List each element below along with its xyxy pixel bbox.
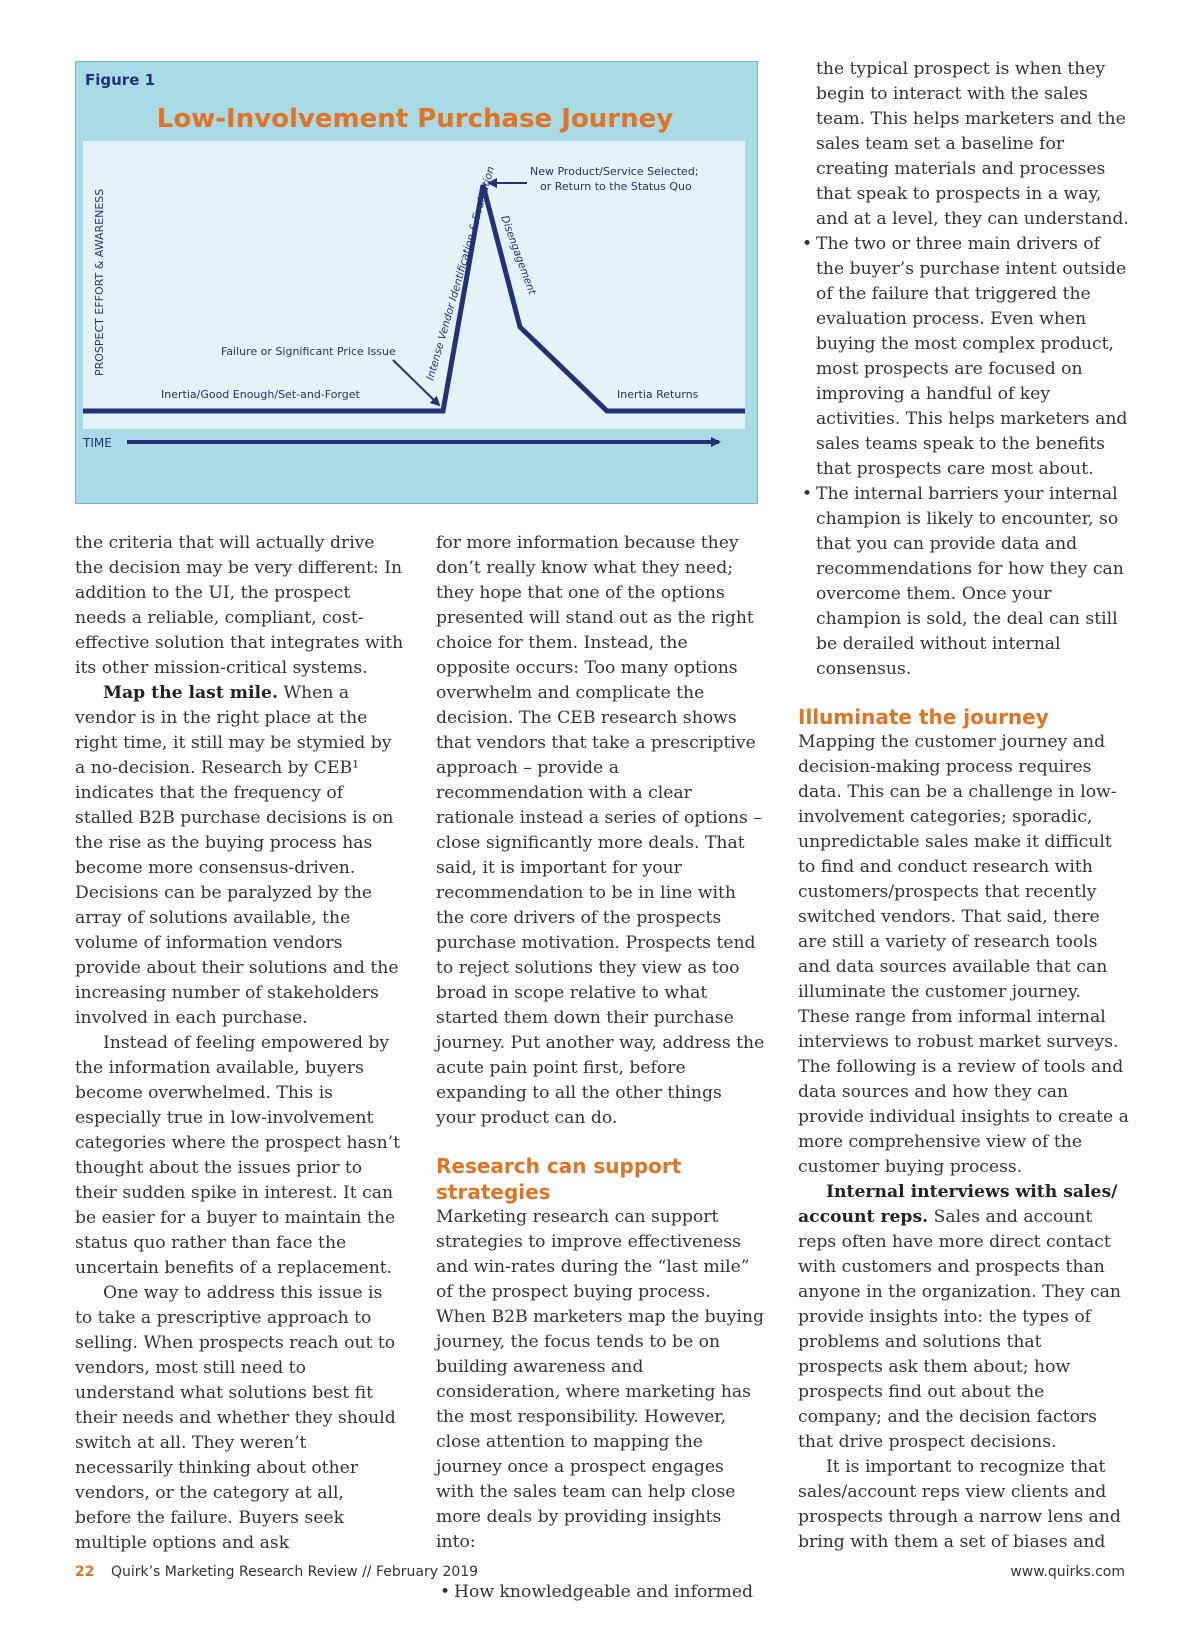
website-link[interactable]: www.quirks.com	[1010, 1564, 1125, 1580]
peak-annotation-2: or Return to the Status Quo	[540, 180, 692, 193]
end-annotation: Inertia Returns	[617, 388, 699, 401]
figure-label: Figure 1	[85, 71, 156, 89]
figure-title: Low-Involvement Purchase Journey	[156, 104, 674, 134]
bullet-internal-barriers: • The internal barriers your internal champion is likely to encounter, so that you can provide data and recommendations for how they can overcome them. Once your champion is sold, the deal can still be derailed without internal consensus.	[798, 482, 1130, 682]
page-footer	[75, 1564, 1125, 1588]
heading-research-strategies: Research can support strategies	[436, 1154, 682, 1204]
col1-paragraph-3: Instead of feeling empowered by the information available, buyers become overwhelmed. This is especially true in low-involvement categories where the prospect hasn’t thought about the issues prior to their sudden spike in interest. It can be easier for a buyer to maintain the status quo rather than face the uncertain benefits of a replacement.	[75, 1033, 401, 1278]
column-3	[798, 57, 1130, 1555]
page-number: 22	[75, 1564, 95, 1580]
col2-paragraph-1: for more information because they don’t really know what they need; they hope that one of the options presented will stand out as the right choice for them. Instead, the opposite occurs: Too many options overwhelm and complicate the decision. The CEB research shows that vendors that take a prescriptive approach – provide a recommendation with a clear rationale instead a series of options – close significantly more deals. That said, it is important for your recommendation to be in line with the core drivers of the prospects purchase motivation. Prospects tend to reject solutions they view as too broad in scope relative to what started them down their purchase journey. Put another way, address the acute pain point first, before expanding to all the other things your product can do.	[436, 533, 765, 1128]
col1-paragraph-2-body: When a vendor is in the right place at the right time, it still may be stymied by a no-decision. Research by CEB¹ indicates that the frequency of stalled B2B purchase decisions is on the rise as the buying process has become more consensus-driven. Decisions can be paralyzed by the array of solutions available, the volume of information vendors provide about their solutions and the increasing number of stakeholders involved in each purchase.	[75, 683, 399, 1028]
col3-continuation: the typical prospect is when they begin to interact with the sales team. This helps marketers and the sales team set a baseline for creating materials and processes that speak to prospects in a way, and at a level, they can understand.	[816, 59, 1129, 229]
figure-1	[75, 61, 758, 504]
col2-paragraph-2: Marketing research can support strategies to improve effectiveness and win-rates during the “last mile” of the prospect buying process. When B2B marketers map the buying journey, the focus tends to be on building awareness and consideration, where marketing has the most responsibility. However, close attention to mapping the journey once a prospect engages with the sales team can help close more deals by providing insights into:	[436, 1207, 764, 1552]
col3-paragraph-3: It is important to recognize that sales/account reps view clients and prospects through a narrow lens and bring with them a set of biases and	[798, 1457, 1121, 1552]
peak-annotation-1: New Product/Service Selected;	[530, 165, 699, 178]
col3-bullet-list	[798, 232, 1130, 682]
col1-paragraph-2	[75, 681, 405, 1031]
baseline-annotation: Inertia/Good Enough/Set-and-Forget	[161, 388, 360, 401]
internal-interviews-lead: Internal interviews with sales/ account reps.	[798, 1182, 1118, 1227]
y-axis-label: PROSPECT EFFORT & AWARENESS	[93, 188, 106, 376]
column-2	[436, 531, 766, 1605]
bullet-knowledgeable: • How knowledgeable and informed	[436, 1580, 766, 1605]
rise-annotation: Intense Vendor Identification & Evaluation	[424, 165, 498, 382]
column-1	[75, 531, 405, 1556]
col3-paragraph-1: Mapping the customer journey and decision-making process requires data. This can be a challenge in low-involvement categories; sporadic, unpredictable sales make it difficult to find and conduct research with customers/prospects that recently switched vendors. That said, there are still a variety of research tools and data sources available that can illuminate the customer journey. These range from informal internal interviews to robust market surveys. The following is a review of tools and data sources and how they can provide individual insights to create a more comprehensive view of the customer buying process.	[798, 732, 1129, 1177]
col1-paragraph-1: the criteria that will actually drive the decision may be very different: In addition to the UI, the prospect needs a reliable, compliant, cost-effective solution that integrates with its other mission-critical systems.	[75, 533, 404, 678]
fall-annotation: Disengagement	[498, 213, 538, 297]
map-last-mile-lead: Map the last mile.	[103, 683, 278, 703]
heading-illuminate-journey: Illuminate the journey	[798, 705, 1049, 729]
col1-paragraph-4: One way to address this issue is to take a prescriptive approach to selling. When prospects reach out to vendors, most still need to understand what solutions best fit their needs and whether they should switch at all. They weren’t necessarily thinking about other vendors, or the category at all, before the failure. Buyers seek multiple options and ask	[75, 1283, 396, 1553]
x-axis-label: TIME	[83, 436, 112, 450]
publication-line: Quirk’s Marketing Research Review // February 2019	[110, 1564, 479, 1580]
trigger-annotation: Failure or Significant Price Issue	[221, 345, 396, 358]
col3-paragraph-2	[798, 1180, 1130, 1455]
bullet-main-drivers: • The two or three main drivers of the buyer’s purchase intent outside of the failure that triggered the evaluation process. Even when buying the most complex product, most prospects are focused on improving a handful of key activities. This helps marketers and sales teams speak to the benefits that prospects care most about.	[798, 232, 1130, 482]
col3-paragraph-2-body: Sales and account reps often have more direct contact with customers and prospects than anyone in the organization. They can provide insights into: the types of problems and solutions that prospects ask them about; how prospects find out about the company; and the decision factors that drive prospect decisions.	[798, 1207, 1121, 1452]
